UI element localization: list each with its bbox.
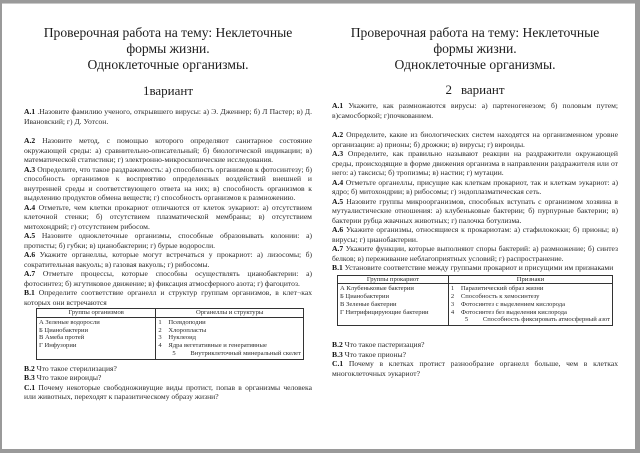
structure-item: 5 Внутриклеточный минеральный скелет [172,349,301,357]
table-header-items: Признаки [448,275,612,284]
group-item: Г Инфузории [39,342,77,350]
question-b2: В.2 Что такое пастеризация? [332,340,425,350]
variant-1-column [24,4,312,402]
matching-table [36,308,304,360]
question-b3: В.3 Что такое вироиды? [24,373,102,383]
title-line-1: Проверочная работа на тему: Неклеточные формы жизни. [350,25,600,56]
feature-item: 1 Паразитический образ жизни [450,285,544,293]
question-b1: В.1 Установите соответствие между группами прокариот и присущими им признаками [332,263,614,272]
question-a7: А.7 Отметьте процессы, которые способны осуществлять цианобактерии: а) фотосинтез; б) жгутиковое движение; в) фиксация атмосферного азота; г) фагоцитоз. [24,269,312,288]
structure-item: 3 Нуклеоид [158,334,196,342]
question-a5: А.5 Назовите одноклеточные организмы, способные образовывать колонии: а) протисты; б) губки; в) цианобактерии; г) бурые водоросли. [24,231,312,250]
group-item: А Клубеньковые бактерии [340,285,414,293]
group-item: Б Цианобактерии [39,326,89,334]
document-page [2,3,635,449]
question-b2: В.2 Что такое стерилизация? [24,363,117,373]
question-c1: С.1 Почему в клетках протист разнообразие органелл больше, чем в клетках многоклеточных эукариот? [332,359,618,378]
table-header-groups: Группы прокариот [338,275,449,284]
question-a1: А.1 Укажите, как размножаются вирусы: а) партеногенезом; б) половым путем; в)самосборкой; г)почкованием. [332,101,618,120]
structure-item: 2 Хлоропласты [158,326,207,334]
page-title [332,25,618,73]
groups-cell [338,284,449,326]
matching-table [337,275,613,327]
question-a5: А.5 Назовите группы микроорганизмов, способных вступать с организмом хозяина в мутуалистические отношения: а) клубеньковые бактерии; б) пурпурные бактерии; в) бактерии рубца жвачных животных; г) палочка ботулизма. [332,196,618,225]
question-a1: А.1 .Назовите фамилию ученого, открывшего вирусы: а) Э. Дженнер; б) Л Пастер; в) Д. Ивановский; г) Д. Уотсон. [24,107,312,126]
variant-heading: 2 вариант [445,82,505,97]
group-item: Б Цианобактерии [340,293,390,301]
feature-item: 4 Фотосинтез без выделения кислорода [450,308,567,316]
feature-item: 2 Способность к хемосинтезу [450,293,540,301]
question-a3: А.3 Определите, как правильно называют реакции на раздражители окружающей среды, происходящие в форме движения организма в направлении раздражителя или от него: а) таксисы; б) тропизмы; в) настии; г) мутации. [332,149,618,177]
table-header-items: Органеллы и структуры [156,309,304,318]
question-a7: А.7 Укажите функции, которые выполняют споры бактерий: а) размножение; б) синтез белков; в) переживание неблагоприятных условий; г) распространение. [332,244,618,263]
page-title [24,25,312,73]
group-item: Г Нитрифицирующие бактерии [340,308,429,316]
group-item: В Зеленые бактерии [340,300,397,308]
title-line-2: Одноклеточные организмы. [394,57,556,72]
items-cell [448,284,612,326]
variant-heading: 1вариант [142,83,194,98]
structure-item: 1 Псевдоподии [158,318,206,326]
question-a4: А.4 Отметьте органеллы, присущие как клеткам прокариот, так и клеткам эукариот: а) ядро; б) митохондрии; в) рибосомы; г) эндоплазматическая сеть. [332,177,618,196]
question-a2: А.2 Назовите метод, с помощью которого определяют санитарное состояние окружающей среды: а) сравнительно-описательный; б) биологической индикации; в) математической статистики; г) электронно-микроскопические исследования. [24,136,312,164]
question-b1: В.1 Определите соответствие органелл и структур группам организмов, в клет¬ках которых они встречаются [24,288,312,307]
question-a6: А.6 Укажите организмы, относящиеся к прокариотам: а) стафилококки; б) прионы; в) вирусы; г) цианобактерии. [332,225,618,244]
items-cell [156,317,304,359]
question-a2: А.2 Определите, какие из биологических систем находятся на организменном уровне организации: а) прионы; б) дрожжи; в) вирусы; г) вироиды. [332,130,618,149]
title-line-2: Одноклеточные организмы. [87,57,249,72]
question-b3: В.3 Что такое прионы? [332,349,407,359]
question-c1: С.1 Почему некоторые свободноживущие виды протист, попав в организмы человека или животных, переходят к паразитическому образу жизни? [24,382,312,402]
groups-cell [37,317,156,359]
variant-2-column [332,4,618,378]
feature-item: 5 Способность фиксировать атмосферный азот [464,316,610,324]
table-header-groups: Группы организмов [37,309,156,318]
question-a3: А.3 Определите, что такое раздражимость: а) способность организмов к фотосинтезу; б) способность организмов к восприятию определенных воздействий внешней и внутренней среды и соответствующего ответа на них; в) способность организмов к выделению продуктов обмена веществ; г) способность организмов к размножению. [24,164,312,202]
title-line-1: Проверочная работа на тему: Неклеточные формы жизни. [43,25,293,56]
structure-item: 4 Ядра вегетативные и генеративные [158,342,267,350]
group-item: В Амеба протей [39,334,85,342]
feature-item: 3 Фотосинтез с выделением кислорода [450,300,566,308]
question-a4: А.4 Отметьте, чем клетки прокариот отличаются от клеток эукариот: а) отсутствием клеточной стенки; б) отсутствием плазматической мембраны; в) отсутствием митохондрий; г) отсутствием рибосом. [24,202,312,231]
group-item: А Зеленые водоросли [39,318,100,326]
question-a6: А.6 Укажите органеллы, которые могут встречаться у прокариот: а) лизосомы; б) сократительная вакуоль; в) газовая вакуоль; г) рибосомы. [24,250,312,269]
